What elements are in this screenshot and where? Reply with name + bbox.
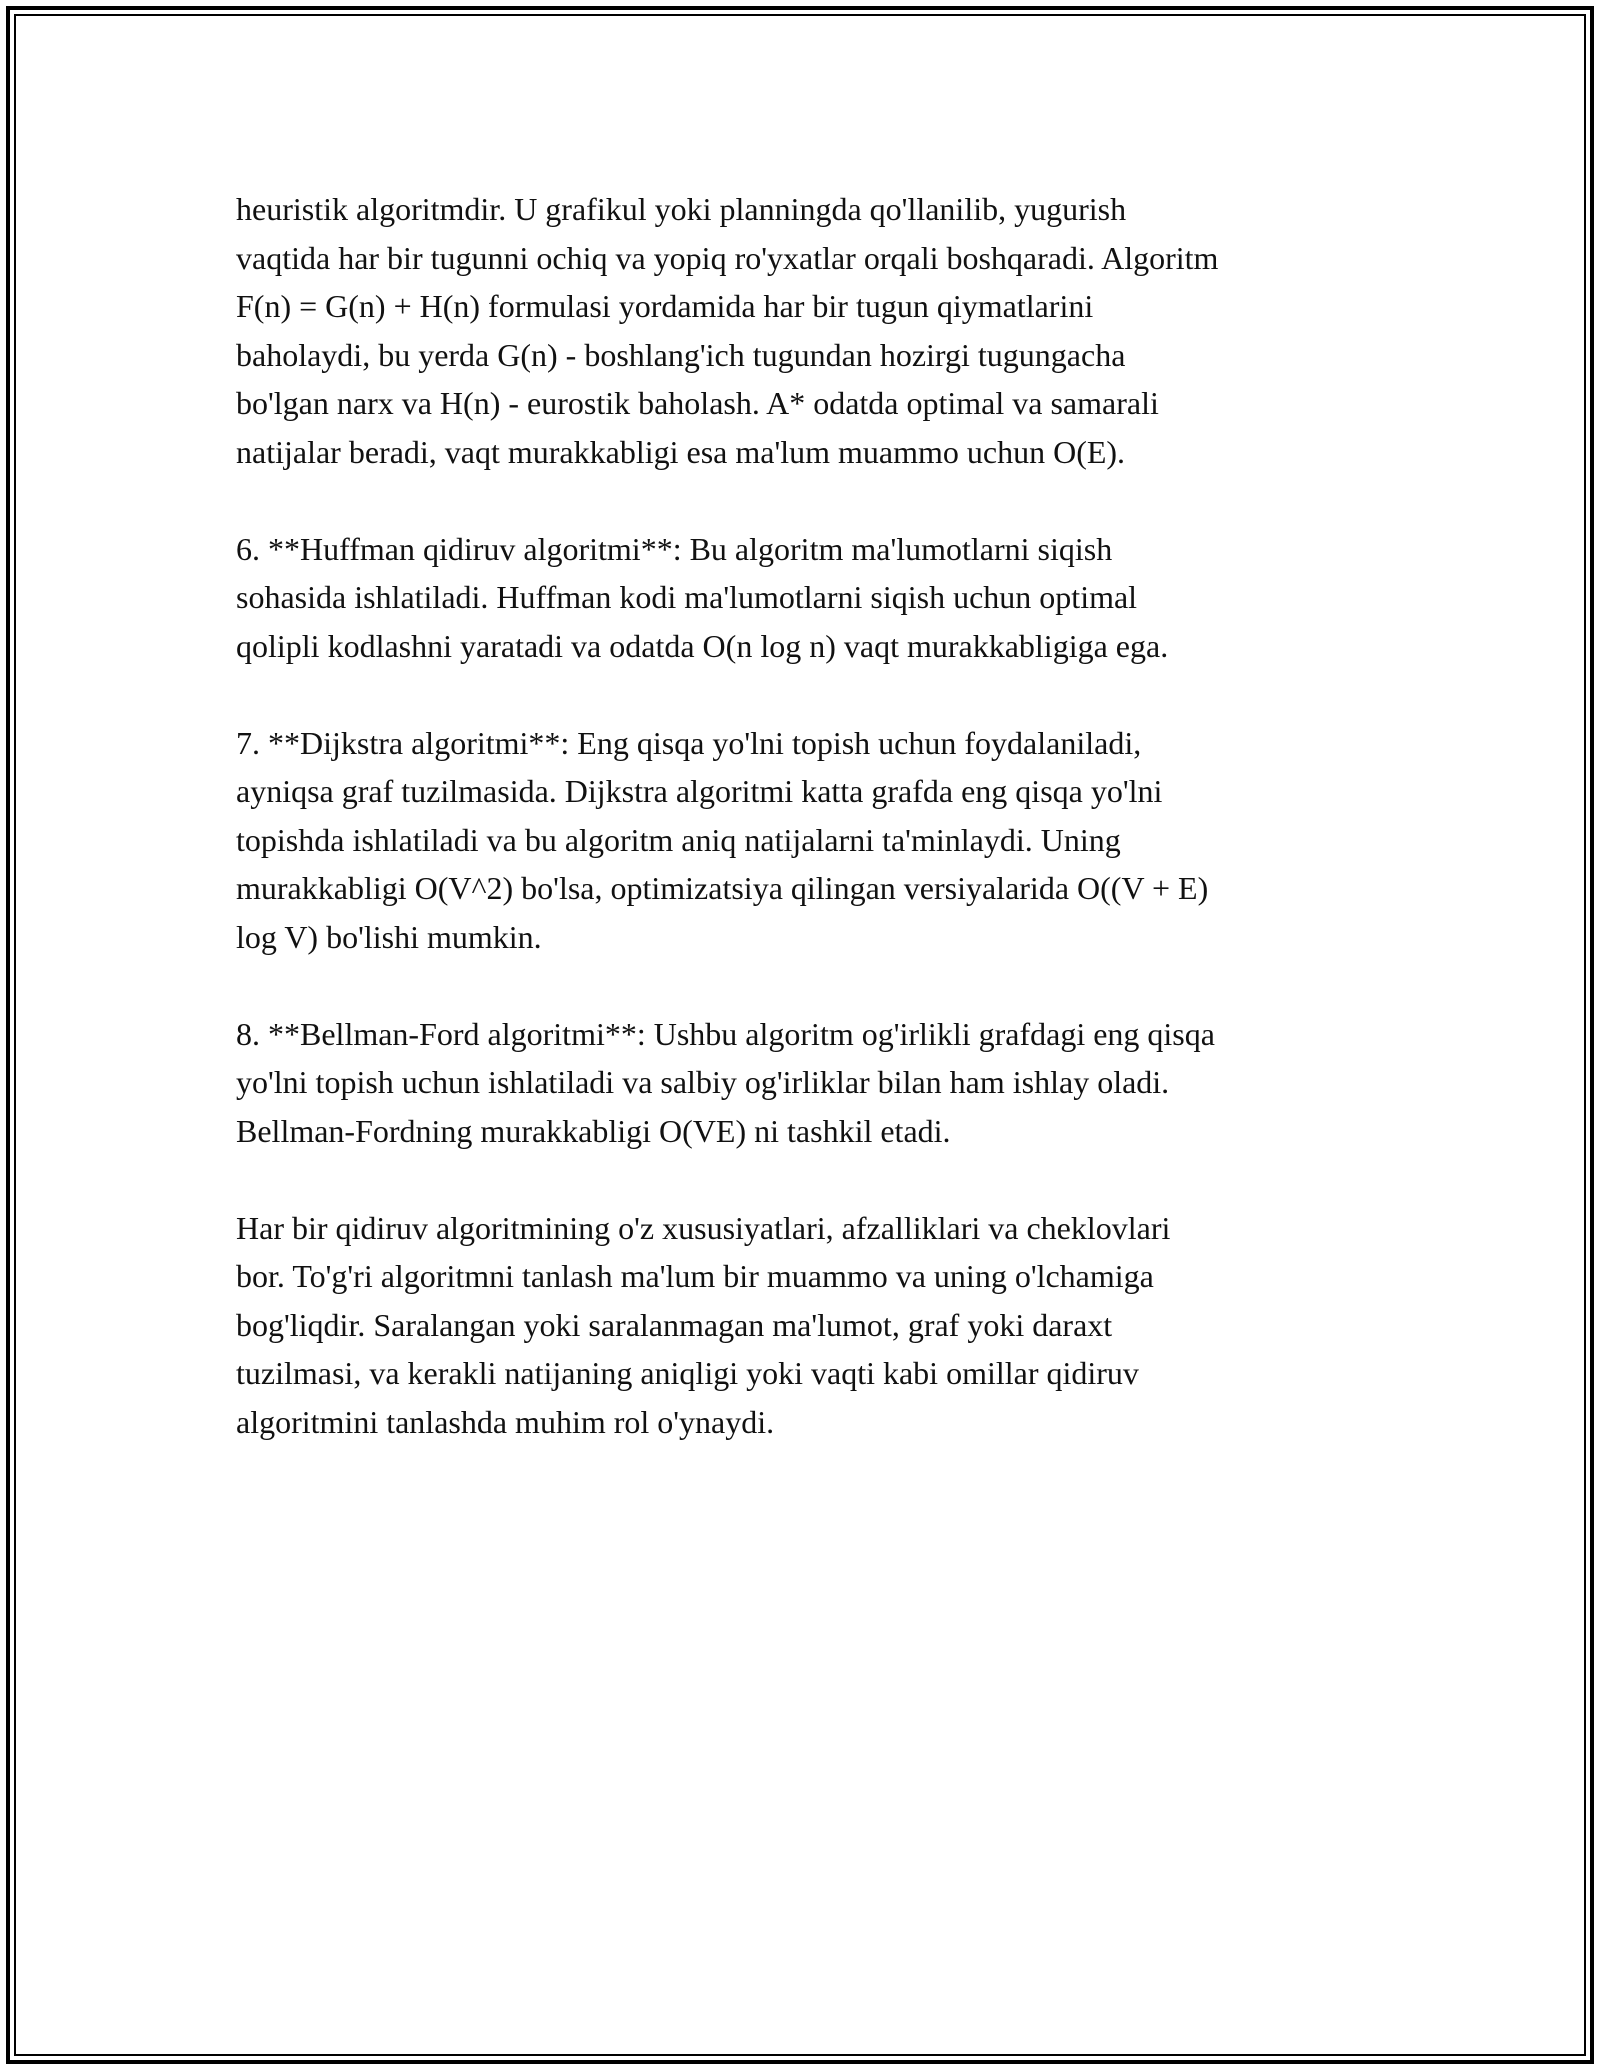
text-line: bo'lgan narx va H(n) - eurostik baholash. A* odatda optimal va samarali	[236, 385, 1159, 421]
text-line: bor. To'g'ri algoritmni tanlash ma'lum bir muammo va uning o'lchamiga	[236, 1258, 1154, 1294]
text-line: 8. **Bellman-Ford algoritmi**: Ushbu algoritm og'irlikli grafdagi eng qisqa	[236, 1015, 1215, 1052]
text-line: murakkabligi O(V^2) bo'lsa, optimizatsiya qilingan versiyalarida O((V + E)	[236, 870, 1209, 906]
text-line: bog'liqdir. Saralangan yoki saralanmagan ma'lumot, graf yoki daraxt	[236, 1306, 1113, 1343]
text-line: heuristik algoritmdir. U grafikul yoki planningda qo'llanilib, yugurish	[236, 191, 1127, 227]
paragraph-bellman-ford	[236, 1010, 1386, 1156]
text-line: log V) bo'lishi mumkin.	[236, 918, 542, 955]
text-line: tuzilmasi, va kerakli natijaning aniqligi yoki vaqti kabi omillar qidiruv	[236, 1355, 1139, 1391]
paragraph-conclusion	[236, 1204, 1386, 1447]
text-line: 6. **Huffman qidiruv algoritmi**: Bu algoritm ma'lumotlarni siqish	[236, 530, 1113, 567]
paragraph-a-star-continuation	[236, 185, 1386, 476]
paragraph-dijkstra	[236, 719, 1386, 962]
text-line: Har bir qidiruv algoritmining o'z xususiyatlari, afzalliklari va cheklovlari	[236, 1209, 1171, 1246]
text-line: sohasida ishlatiladi. Huffman kodi ma'lumotlarni siqish uchun optimal	[236, 579, 1138, 615]
text-line: qolipli kodlashni yaratadi va odatda O(n log n) vaqt murakkabligiga ega.	[236, 627, 1169, 664]
text-line: F(n) = G(n) + H(n) formulasi yordamida har bir tugun qiymatlarini	[236, 288, 1094, 324]
text-line: algoritmini tanlashda muhim rol o'ynaydi.	[236, 1403, 775, 1440]
text-line: 7. **Dijkstra algoritmi**: Eng qisqa yo'lni topish uchun foydalaniladi,	[236, 724, 1142, 761]
text-line: vaqtida har bir tugunni ochiq va yopiq ro'yxatlar orqali boshqaradi. Algoritm	[236, 239, 1219, 276]
text-line: baholaydi, bu yerda G(n) - boshlang'ich tugundan hozirgi tugungacha	[236, 336, 1126, 373]
text-line: ayniqsa graf tuzilmasida. Dijkstra algoritmi katta grafda eng qisqa yo'lni	[236, 773, 1163, 809]
text-line: natijalar beradi, vaqt murakkabligi esa ma'lum muammo uchun O(E).	[236, 433, 1126, 470]
text-line: topishda ishlatiladi va bu algoritm aniq natijalarni ta'minlaydi. Uning	[236, 821, 1121, 858]
text-line: yo'lni topish uchun ishlatiladi va salbiy og'irliklar bilan ham ishlay oladi.	[236, 1064, 1170, 1100]
text-line: Bellman-Fordning murakkabligi O(VE) ni tashkil etadi.	[236, 1112, 951, 1149]
document-body	[236, 185, 1386, 1495]
paragraph-huffman	[236, 525, 1386, 671]
